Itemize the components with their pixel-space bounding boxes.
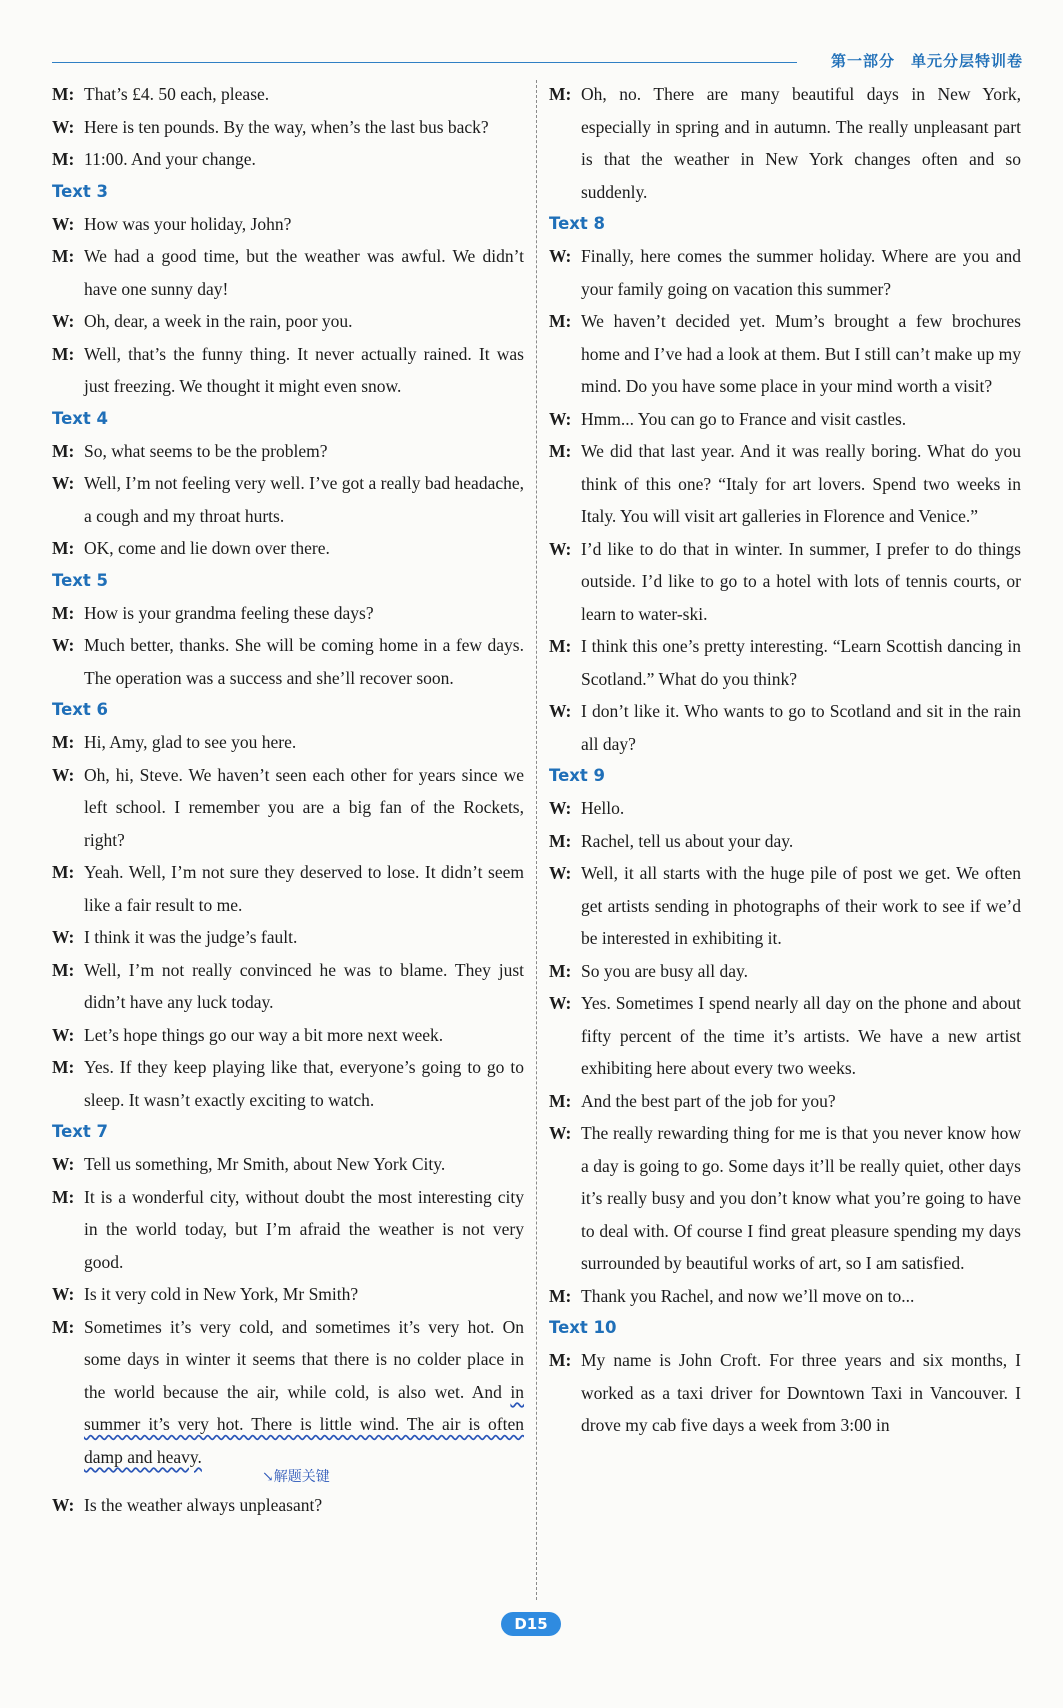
- speaker-label: M:: [52, 149, 75, 169]
- speaker-label: M:: [52, 732, 75, 752]
- speaker-label: M:: [549, 1090, 572, 1111]
- dialogue-text: [84, 1019, 524, 1052]
- speaker-label: M:: [52, 862, 75, 882]
- section-heading: Text 3: [52, 181, 109, 201]
- dialogue-text-main: Sometimes it’s very cold, and sometimes it’s very hot. On some days in winter it seems that there is no colder place in the world because the air, while cold, is also wet. And: [84, 1316, 524, 1402]
- right-column: [549, 78, 1021, 1442]
- dialogue-text: [84, 78, 524, 111]
- dialogue-text: [581, 1280, 1021, 1313]
- dialogue-text: [84, 435, 524, 468]
- dialogue-text-main: Thank you Rachel, and now we’ll move on to...: [581, 1285, 915, 1306]
- page-number: D15: [501, 1612, 561, 1636]
- dialogue-text-main: Oh, hi, Steve. We haven’t seen each other for years since we left school. I remember you are a big fan of the Rockets, right?: [84, 764, 524, 850]
- dialogue-text-main: We did that last year. And it was really boring. What do you think of this one? “Italy for art lovers. Spend two weeks in Italy. You will visit art galleries in Florence and Venice.”: [581, 441, 1021, 526]
- dialogue-line: [549, 1117, 1021, 1280]
- speaker-label: W:: [52, 1284, 75, 1304]
- dialogue-text: [84, 856, 524, 921]
- dialogue-text: [84, 1148, 524, 1181]
- speaker-label: M:: [52, 538, 75, 558]
- dialogue-line: [549, 695, 1021, 760]
- dialogue-line: [52, 78, 524, 111]
- dialogue-text: [84, 1278, 524, 1311]
- speaker-label: M:: [549, 311, 572, 331]
- speaker-label: M:: [52, 602, 75, 623]
- dialogue-text-main: Yeah. Well, I’m not sure they deserved to lose. It didn’t seem like a fair result to me.: [84, 862, 524, 915]
- dialogue-line: [52, 921, 524, 954]
- speaker-label: W:: [549, 538, 572, 559]
- dialogue-text: [581, 1117, 1021, 1280]
- dialogue-line: [549, 533, 1021, 631]
- section-heading: Text 5: [52, 570, 109, 590]
- speaker-label: M:: [549, 1350, 572, 1370]
- dialogue-line: [549, 630, 1021, 695]
- dialogue-line: [52, 1019, 524, 1052]
- dialogue-text: [581, 955, 1021, 988]
- dialogue-text: [581, 78, 1021, 208]
- speaker-label: M:: [549, 1285, 572, 1306]
- dialogue-text: [84, 532, 524, 565]
- dialogue-text-main: Hmm... You can go to France and visit castles.: [581, 408, 907, 429]
- dialogue-line: [52, 111, 524, 144]
- dialogue-text-main: Oh, dear, a week in the rain, poor you.: [84, 311, 353, 331]
- dialogue-text-main: We haven’t decided yet. Mum’s brought a few brochures home and I’ve had a look at them. But I still can’t make up my mind. Do you have some place in your mind worth a visit?: [581, 311, 1021, 396]
- speaker-label: W:: [52, 927, 75, 947]
- speaker-label: M:: [52, 343, 75, 364]
- dialogue-text-main: And the best part of the job for you?: [581, 1090, 836, 1111]
- dialogue-text: [84, 597, 524, 630]
- dialogue-text-main: Tell us something, Mr Smith, about New York City.: [84, 1154, 446, 1174]
- dialogue-text-main: Yes. Sometimes I spend nearly all day on the phone and about fifty percent of the time it’s artists. We have a new artist exhibiting here about every two weeks.: [581, 993, 1021, 1078]
- section-heading: Text 4: [52, 408, 109, 428]
- dialogue-text-main: My name is John Croft. For three years and six months, I worked as a taxi driver for Downtown Taxi in Vancouver. I drove my cab five days a week from 3:00 in: [581, 1350, 1021, 1435]
- dialogue-line: [52, 597, 524, 630]
- dialogue-text: [581, 857, 1021, 955]
- speaker-label: M:: [52, 959, 75, 980]
- dialogue-text: [84, 240, 524, 305]
- dialogue-line: [549, 825, 1021, 858]
- dialogue-line: [52, 726, 524, 759]
- dialogue-text-main: The really rewarding thing for me is that you never know how a day is going to go. Some days it’ll be really quiet, other days it’s really busy and you don’t know what you’re going to have to deal with. Of course I find great pleasure spending my days surrounded by beautiful works of art, so I am satisfied.: [581, 1123, 1021, 1273]
- speaker-label: W:: [52, 764, 75, 785]
- section-title: 第一部分 单元分层特训卷: [830, 52, 1023, 70]
- dialogue-text-main: Oh, no. There are many beautiful days in New York, especially in spring and in autumn. The really unpleasant part is that the weather in New York changes often and so suddenly.: [581, 84, 1021, 202]
- dialogue-text-main: I’d like to do that in winter. In summer, I prefer to do things outside. I’d like to go to a hotel with lots of tennis courts, or learn to water-ski.: [581, 538, 1021, 624]
- dialogue-line: [52, 856, 524, 921]
- dialogue-text-main: So you are busy all day.: [581, 960, 749, 981]
- dialogue-text-main: We had a good time, but the weather was awful. We didn’t have one sunny day!: [84, 246, 524, 299]
- dialogue-text: [84, 1051, 524, 1116]
- dialogue-line: [549, 955, 1021, 988]
- speaker-label: M:: [549, 830, 572, 851]
- dialogue-line: [549, 435, 1021, 533]
- speaker-label: W:: [549, 993, 572, 1013]
- speaker-label: W:: [52, 635, 75, 655]
- dialogue-text-main: Is it very cold in New York, Mr Smith?: [84, 1284, 359, 1304]
- speaker-label: M:: [549, 84, 572, 104]
- dialogue-text-main: Hi, Amy, glad to see you here.: [84, 732, 297, 752]
- dialogue-text-main: That’s £4. 50 each, please.: [84, 84, 270, 104]
- dialogue-line: [549, 78, 1021, 208]
- header-rule: [52, 62, 797, 63]
- dialogue-text: [581, 630, 1021, 695]
- dialogue-text-main: It is a wonderful city, without doubt the most interesting city in the world today, but I’m afraid the weather is not very good.: [84, 1186, 524, 1272]
- speaker-label: W:: [52, 1495, 75, 1515]
- dialogue-line: [549, 857, 1021, 955]
- dialogue-line: [52, 1051, 524, 1116]
- speaker-label: M:: [52, 440, 75, 461]
- dialogue-text: [84, 726, 524, 759]
- dialogue-text: [84, 208, 524, 241]
- speaker-label: W:: [549, 798, 572, 818]
- speaker-label: M:: [52, 1186, 75, 1207]
- speaker-label: W:: [549, 701, 572, 721]
- left-column: [52, 78, 524, 1522]
- dialogue-line: [52, 1311, 524, 1474]
- dialogue-line: [52, 467, 524, 532]
- dialogue-line: [52, 338, 524, 403]
- dialogue-text-main: Is the weather always unpleasant?: [84, 1495, 323, 1515]
- speaker-label: M:: [52, 1057, 75, 1077]
- dialogue-text-main: 11:00. And your change.: [84, 149, 256, 169]
- dialogue-text-main: I don’t like it. Who wants to go to Scotland and sit in the rain all day?: [581, 701, 1021, 754]
- dialogue-text: [84, 921, 524, 954]
- speaker-label: M:: [549, 960, 572, 981]
- dialogue-text-main: So, what seems to be the problem?: [84, 440, 328, 461]
- speaker-label: W:: [52, 213, 75, 234]
- section-heading: Text 7: [52, 1122, 109, 1141]
- dialogue-line: [52, 435, 524, 468]
- dialogue-text-main: Well, I’m not feeling very well. I’ve got a really bad headache, a cough and my throat hurts.: [84, 473, 524, 526]
- speaker-label: M:: [52, 246, 75, 266]
- speaker-label: M:: [52, 1316, 75, 1337]
- dialogue-text: [84, 629, 524, 694]
- dialogue-line: [52, 532, 524, 565]
- key-phrase-underline: in summer it’s very hot. There is little wind. The air is often damp and heavy.: [84, 1381, 524, 1467]
- dialogue-text-main: Hello.: [581, 798, 625, 818]
- dialogue-text-main: Well, that’s the funny thing. It never actually rained. It was just freezing. We thought it might even snow.: [84, 343, 524, 396]
- speaker-label: W:: [52, 1154, 75, 1174]
- dialogue-line: [549, 792, 1021, 825]
- dialogue-text-main: Well, I’m not really convinced he was to blame. They just didn’t have any luck today.: [84, 959, 524, 1012]
- dialogue-text-main: Yes. If they keep playing like that, everyone’s going to go to sleep. It wasn’t exactly exciting to watch.: [84, 1057, 524, 1110]
- speaker-label: W:: [52, 311, 75, 331]
- speaker-label: W:: [52, 473, 75, 493]
- dialogue-text: [84, 1489, 524, 1522]
- dialogue-text-main: Let’s hope things go our way a bit more next week.: [84, 1024, 444, 1045]
- dialogue-line: [549, 987, 1021, 1085]
- section-heading: Text 6: [52, 700, 109, 719]
- dialogue-text-main: Here is ten pounds. By the way, when’s the last bus back?: [84, 116, 489, 137]
- dialogue-text: [581, 435, 1021, 533]
- speaker-label: M:: [549, 636, 572, 656]
- dialogue-text: [581, 825, 1021, 858]
- dialogue-line: [549, 403, 1021, 436]
- dialogue-text: [84, 954, 524, 1019]
- dialogue-text: [581, 792, 1021, 825]
- dialogue-text: [581, 403, 1021, 436]
- dialogue-text: [84, 111, 524, 144]
- handwritten-note: ↘解题关键: [262, 1469, 330, 1485]
- dialogue-line: [52, 759, 524, 857]
- dialogue-line: [52, 1181, 524, 1279]
- speaker-label: M:: [52, 84, 75, 104]
- dialogue-text: [581, 695, 1021, 760]
- dialogue-line: [52, 1489, 524, 1522]
- dialogue-text: [84, 1311, 524, 1474]
- dialogue-text: [581, 240, 1021, 305]
- dialogue-line: [549, 305, 1021, 403]
- dialogue-line: [549, 1085, 1021, 1118]
- dialogue-text-main: How was your holiday, John?: [84, 213, 292, 234]
- dialogue-text: [84, 759, 524, 857]
- section-heading: Text 10: [549, 1318, 617, 1337]
- dialogue-line: [52, 629, 524, 694]
- speaker-label: W:: [549, 408, 572, 429]
- dialogue-text: [581, 1344, 1021, 1442]
- dialogue-text: [84, 338, 524, 403]
- dialogue-text: [581, 305, 1021, 403]
- dialogue-line: [52, 208, 524, 241]
- speaker-label: W:: [52, 1024, 75, 1045]
- dialogue-text-main: Rachel, tell us about your day.: [581, 830, 794, 851]
- dialogue-text: [84, 467, 524, 532]
- dialogue-text-main: Much better, thanks. She will be coming home in a few days. The operation was a success and she’ll recover soon.: [84, 635, 524, 688]
- dialogue-line: [52, 1148, 524, 1181]
- speaker-label: W:: [549, 1123, 572, 1143]
- speaker-label: M:: [549, 441, 572, 461]
- dialogue-text: [581, 1085, 1021, 1118]
- dialogue-text-main: I think this one’s pretty interesting. “Learn Scottish dancing in Scotland.” What do you think?: [581, 636, 1021, 689]
- column-divider: [536, 80, 537, 1600]
- dialogue-line: [549, 1280, 1021, 1313]
- dialogue-text: [581, 987, 1021, 1085]
- dialogue-text: [84, 143, 524, 176]
- section-heading: Text 9: [549, 766, 606, 785]
- dialogue-text: [84, 305, 524, 338]
- dialogue-text-main: Finally, here comes the summer holiday. Where are you and your family going on vacation this summer?: [581, 246, 1021, 299]
- dialogue-line: [549, 1344, 1021, 1442]
- dialogue-text-main: OK, come and lie down over there.: [84, 538, 330, 558]
- dialogue-line: [52, 954, 524, 1019]
- speaker-label: W:: [52, 116, 75, 137]
- dialogue-text: [84, 1181, 524, 1279]
- dialogue-text-main: Well, it all starts with the huge pile of post we get. We often get artists sending in photographs of their work to see if we’d be interested in exhibiting it.: [581, 863, 1021, 948]
- section-heading: Text 8: [549, 214, 606, 233]
- speaker-label: W:: [549, 863, 572, 883]
- dialogue-text-main: I think it was the judge’s fault.: [84, 927, 298, 947]
- speaker-label: W:: [549, 246, 572, 266]
- dialogue-text-main: How is your grandma feeling these days?: [84, 602, 374, 623]
- dialogue-text: [581, 533, 1021, 631]
- dialogue-line: [52, 1278, 524, 1311]
- dialogue-line: [52, 305, 524, 338]
- dialogue-line: [52, 143, 524, 176]
- dialogue-line: [52, 240, 524, 305]
- dialogue-line: [549, 240, 1021, 305]
